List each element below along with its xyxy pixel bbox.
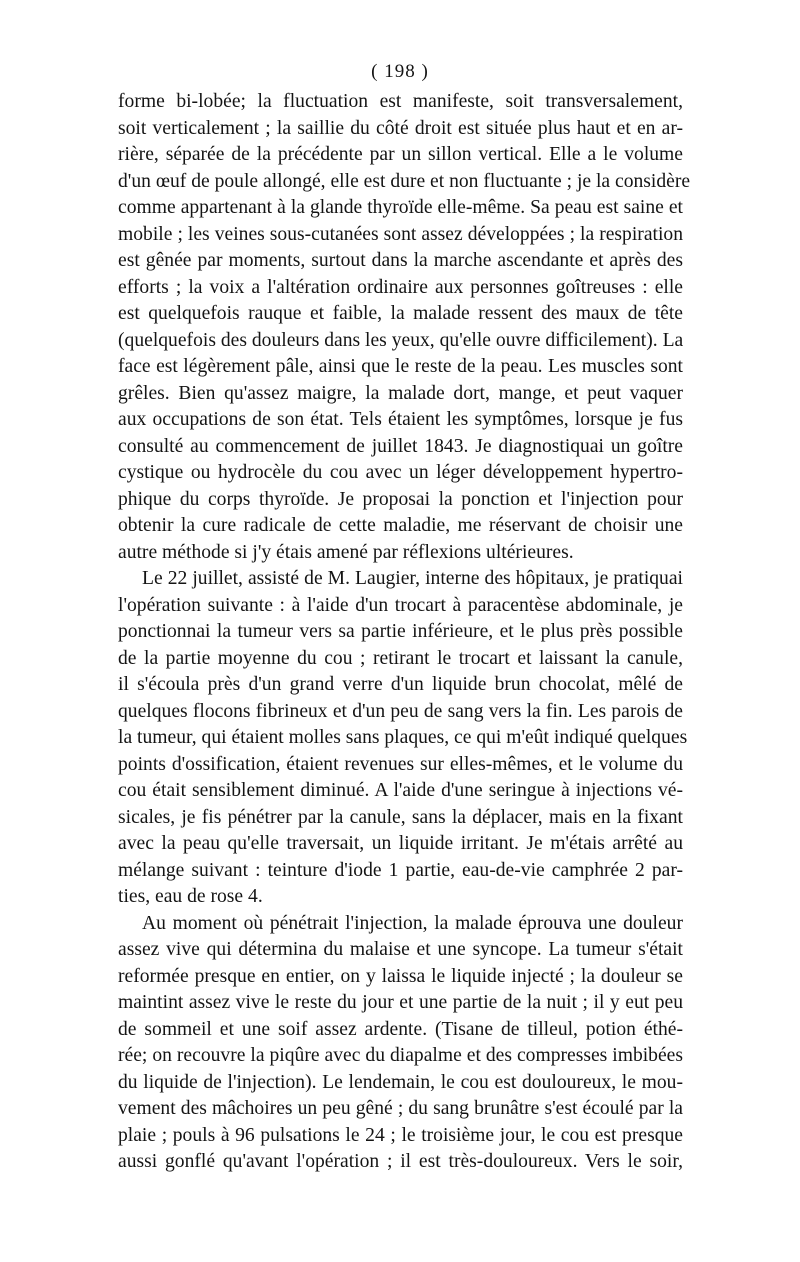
- text-line: avec la peau qu'elle traversait, un liquide irritant. Je m'étais arrêté au: [118, 833, 683, 854]
- text-line: forme bi-lobée; la fluctuation est manifeste, soit transversalement,: [118, 91, 683, 112]
- text-line: Au moment où pénétrait l'injection, la malade éprouva une douleur: [142, 912, 683, 934]
- text-line: plaie ; pouls à 96 pulsations le 24 ; le troisième jour, le cou est presque: [118, 1124, 683, 1146]
- text-line: consulté au commencement de juillet 1843. Je diagnostiquai un goître: [118, 435, 683, 457]
- text-line: mobile ; les veines sous-cutanées sont assez développées ; la respiration: [118, 223, 683, 245]
- text-line: points d'ossification, étaient revenues sur elles-mêmes, et le volume du: [118, 753, 683, 775]
- text-line: de la partie moyenne du cou ; retirant le trocart et laissant la canule,: [118, 647, 683, 669]
- text-line: Le 22 juillet, assisté de M. Laugier, interne des hôpitaux, je pratiquai: [142, 568, 683, 589]
- text-line: il s'écoula près d'un grand verre d'un liquide brun chocolat, mêlé de: [118, 674, 683, 695]
- text-line: sicales, je fis pénétrer par la canule, sans la déplacer, mais en la fixant: [118, 806, 683, 828]
- text-line: de sommeil et une soif assez ardente. (Tisane de tilleul, potion éthé-: [118, 1018, 683, 1040]
- text-line: est quelquefois rauque et faible, la malade ressent des maux de tête: [118, 303, 683, 324]
- text-line: comme appartenant à la glande thyroïde elle-même. Sa peau est saine et: [118, 197, 683, 218]
- text-line: mélange suivant : teinture d'iode 1 partie, eau-de-vie camphrée 2 par-: [118, 859, 683, 881]
- text-line: est gênée par moments, surtout dans la marche ascendante et après des: [118, 250, 683, 271]
- text-line: phique du corps thyroïde. Je proposai la ponction et l'injection pour: [118, 488, 683, 510]
- text-line: cou était sensiblement diminué. A l'aide d'une seringue à injections vé-: [118, 780, 683, 801]
- text-line: ponctionnai la tumeur vers sa partie inférieure, et le plus près possible: [118, 621, 683, 642]
- text-line: face est légèrement pâle, ainsi que le reste de la peau. Les muscles sont: [118, 356, 683, 377]
- text-line: autre méthode si j'y étais amené par réflexions ultérieures.: [118, 541, 574, 563]
- text-line: (quelquefois des douleurs dans les yeux, qu'elle ouvre difficilement). La: [118, 329, 684, 351]
- paragraph-3: [118, 911, 683, 1176]
- paragraph-1: [118, 89, 691, 566]
- text-line: rière, séparée de la précédente par un sillon vertical. Elle a le volume: [118, 144, 683, 165]
- text-line: efforts ; la voix a l'altération ordinaire aux personnes goîtreuses : elle: [118, 276, 683, 298]
- text-line: la tumeur, qui étaient molles sans plaques, ce qui m'eût indiqué quelques: [118, 727, 688, 748]
- text-line: ties, eau de rose 4.: [118, 886, 263, 907]
- page-number: ( 198 ): [371, 61, 429, 82]
- text-line: grêles. Bien qu'assez maigre, la malade dort, mange, et peut vaquer: [118, 382, 683, 404]
- text-line: l'opération suivante : à l'aide d'un trocart à paracentèse abdominale, je: [118, 594, 683, 616]
- paragraph-2: [118, 566, 688, 911]
- text-line: du liquide de l'injection). Le lendemain, le cou est douloureux, le mou-: [118, 1071, 683, 1093]
- text-line: rée; on recouvre la piqûre avec du diapalme et des compresses imbibées: [118, 1045, 683, 1066]
- text-line: cystique ou hydrocèle du cou avec un léger développement hypertro-: [118, 462, 683, 483]
- text-line: maintint assez vive le reste du jour et une partie de la nuit ; il y eut peu: [118, 992, 683, 1013]
- text-line: obtenir la cure radicale de cette maladie, me réservant de choisir une: [118, 515, 683, 536]
- text-line: reformée presque en entier, on y laissa le liquide injecté ; la douleur se: [118, 965, 683, 987]
- text-line: assez vive qui détermina du malaise et une syncope. La tumeur s'était: [118, 939, 683, 960]
- text-line: soit verticalement ; la saillie du côté droit est située plus haut et en ar-: [118, 117, 683, 139]
- text-line: quelques flocons fibrineux et d'un peu de sang vers la fin. Les parois de: [118, 700, 683, 722]
- body-text: [118, 89, 691, 1176]
- text-line: d'un œuf de poule allongé, elle est dure et non fluctuante ; je la considère: [118, 170, 691, 192]
- text-line: vement des mâchoires un peu gêné ; du sang brunâtre s'est écoulé par la: [118, 1098, 683, 1119]
- text-line: aux occupations de son état. Tels étaient les symptômes, lorsque je fus: [118, 409, 683, 430]
- text-line: aussi gonflé qu'avant l'opération ; il est très-douloureux. Vers le soir,: [118, 1151, 683, 1172]
